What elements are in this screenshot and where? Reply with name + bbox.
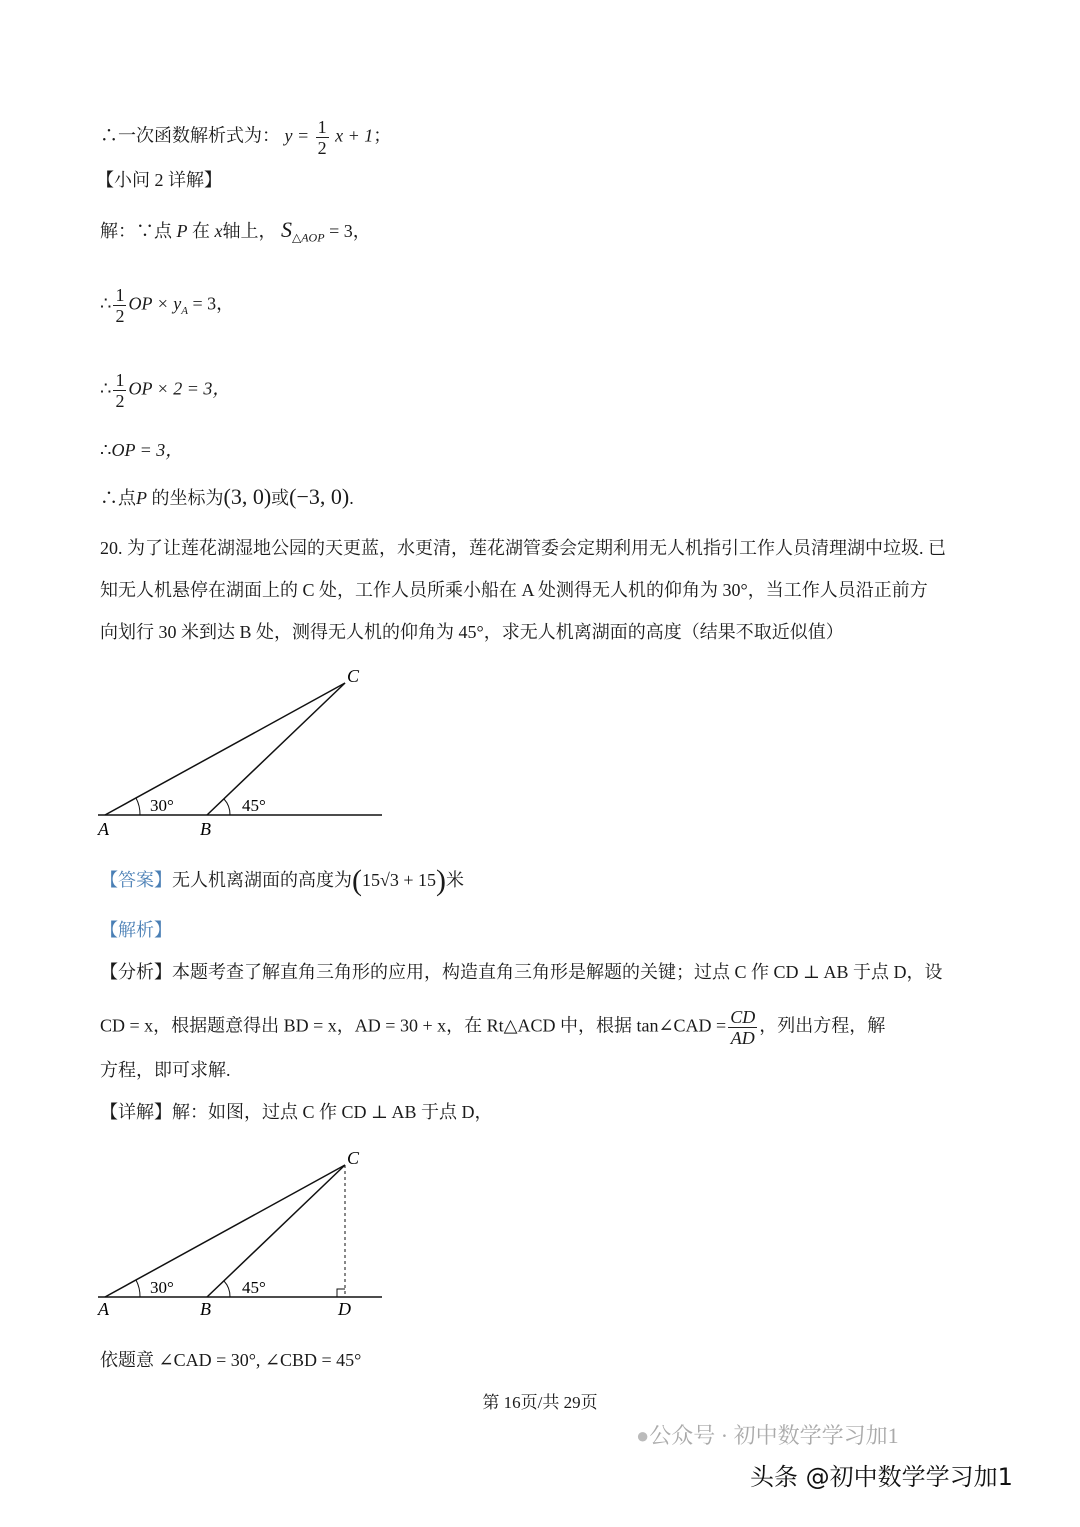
text: 无人机离湖面的高度为 <box>172 870 352 890</box>
math: = 3， <box>329 221 371 241</box>
subquestion-heading: 【小问 2 详解】 <box>96 170 222 190</box>
unit: 米 <box>446 870 465 890</box>
xiangjie-tag: 【详解】 <box>100 1102 172 1122</box>
denominator: AD <box>730 1028 755 1048</box>
denominator: 2 <box>317 138 327 158</box>
text: 解：如图，过点 C 作 CD ⊥ AB 于点 D， <box>172 1102 493 1122</box>
math: (3, 0) <box>223 484 272 509</box>
wechat-watermark <box>636 1422 899 1450</box>
line-ac <box>105 1165 345 1297</box>
math: = 3， <box>192 293 235 314</box>
math: x + 1 <box>335 125 374 146</box>
text: 在 <box>192 221 210 241</box>
point-c-label: C <box>347 666 360 686</box>
text: ∴一次函数解析式为： <box>100 125 280 146</box>
answer-line <box>100 864 465 897</box>
math: (−3, 0) <box>289 484 350 509</box>
fenxi-line-2 <box>100 1007 885 1048</box>
angle-label-45: 45° <box>242 796 266 815</box>
question-20-line-1: 20. 为了让莲花湖湿地公园的天更蓝，水更清，莲花湖管委会定期利用无人机指引工作人员清理湖中垃圾. 已 <box>100 538 946 558</box>
wechat-icon: ● <box>636 1423 650 1448</box>
page-footer: 第 16页/共 29页 <box>482 1393 598 1412</box>
fraction <box>728 1007 757 1048</box>
punct: ； <box>373 125 392 146</box>
angle-arc-a <box>136 1280 140 1297</box>
solution-line <box>100 217 371 251</box>
point-b-label: B <box>200 819 211 839</box>
answer-tag: 【答案】 <box>100 870 172 890</box>
math: P <box>136 488 147 508</box>
angle-arc-a <box>136 798 140 815</box>
numerator: 1 <box>317 117 327 137</box>
subscript: A <box>181 305 188 318</box>
question-20-line-2: 知无人机悬停在湖面上的 C 处，工作人员所乘小船在 A 处测得无人机的仰角为 30°，当工作人员沿正前方 <box>100 580 928 600</box>
answer-value: 15√3 + 15 <box>362 870 437 890</box>
math: OP × 2 = 3， <box>128 378 231 399</box>
line-bc <box>207 683 345 815</box>
toutiao-watermark: 头条 @初中数学学习加1 <box>750 1463 1013 1491</box>
point-d-label: D <box>338 1299 351 1319</box>
math: P <box>176 221 188 241</box>
punct: . <box>349 488 354 508</box>
denominator: 2 <box>115 391 125 411</box>
conclusion-line <box>100 117 391 158</box>
text: 的坐标为 <box>151 488 224 508</box>
text: 本题考查了解直角三角形的应用，构造直角三角形是解题的关键；过点 C 作 CD ⊥ AB 于点 D，设 <box>172 962 943 982</box>
math: y = <box>284 125 310 146</box>
therefore: ∴ <box>100 378 112 399</box>
text: ∴点 <box>100 488 136 508</box>
angle-label-30: 30° <box>150 796 174 815</box>
point-a-label: A <box>98 1299 109 1319</box>
equation-line <box>100 437 183 463</box>
angle-label-45: 45° <box>242 1278 266 1297</box>
denominator: 2 <box>115 306 125 326</box>
angle-arc-b <box>224 1281 230 1297</box>
text: ，列出方程，解 <box>759 1015 886 1036</box>
therefore: ∴ <box>100 440 112 460</box>
fenxi-line-3: 方程，即可求解. <box>100 1060 231 1080</box>
triangle-figure-1 <box>0 655 420 845</box>
xiangjie-line <box>100 1099 492 1125</box>
text: 轴上， <box>222 221 277 241</box>
therefore: ∴ <box>100 293 112 314</box>
text: 解：∵点 <box>100 221 172 241</box>
question-20-line-3: 向划行 30 米到达 B 处，测得无人机的仰角为 45°，求无人机离湖面的高度（结果不取近似值） <box>100 622 844 642</box>
subscript: △AOP <box>292 230 325 245</box>
fraction <box>113 285 126 326</box>
fenxi-tag: 【分析】 <box>100 962 172 982</box>
equation-line <box>100 370 230 411</box>
coordinate-line <box>100 484 354 511</box>
math: S <box>281 217 292 242</box>
fenxi-line-1 <box>100 959 942 985</box>
numerator: CD <box>730 1007 756 1027</box>
math: OP × y <box>128 293 182 314</box>
line-bc <box>207 1165 345 1297</box>
angle-label-30: 30° <box>150 1278 174 1297</box>
numerator: 1 <box>115 370 125 390</box>
right-angle-mark <box>337 1289 345 1297</box>
paren: ) <box>436 864 447 897</box>
text: 或 <box>271 488 290 508</box>
fraction <box>316 117 329 158</box>
paren: ( <box>352 864 362 897</box>
line-ac <box>105 683 345 815</box>
fraction <box>113 370 126 411</box>
angle-statement: 依题意 ∠CAD = 30°, ∠CBD = 45° <box>100 1350 362 1370</box>
point-c-label: C <box>347 1148 360 1168</box>
equation-line <box>100 285 234 326</box>
angle-arc-b <box>224 799 230 815</box>
triangle-figure-2 <box>0 1137 420 1327</box>
point-a-label: A <box>98 819 109 839</box>
analysis-tag: 【解析】 <box>100 920 172 940</box>
math: x <box>214 221 223 241</box>
text: CD = x，根据题意得出 BD = x，AD = 30 + x，在 Rt△ACD 中，根据 tan∠CAD = <box>100 1015 727 1036</box>
point-b-label: B <box>200 1299 211 1319</box>
watermark-text: 公众号 · 初中数学学习加1 <box>649 1423 899 1448</box>
numerator: 1 <box>115 285 125 305</box>
math: OP = 3， <box>111 440 184 460</box>
